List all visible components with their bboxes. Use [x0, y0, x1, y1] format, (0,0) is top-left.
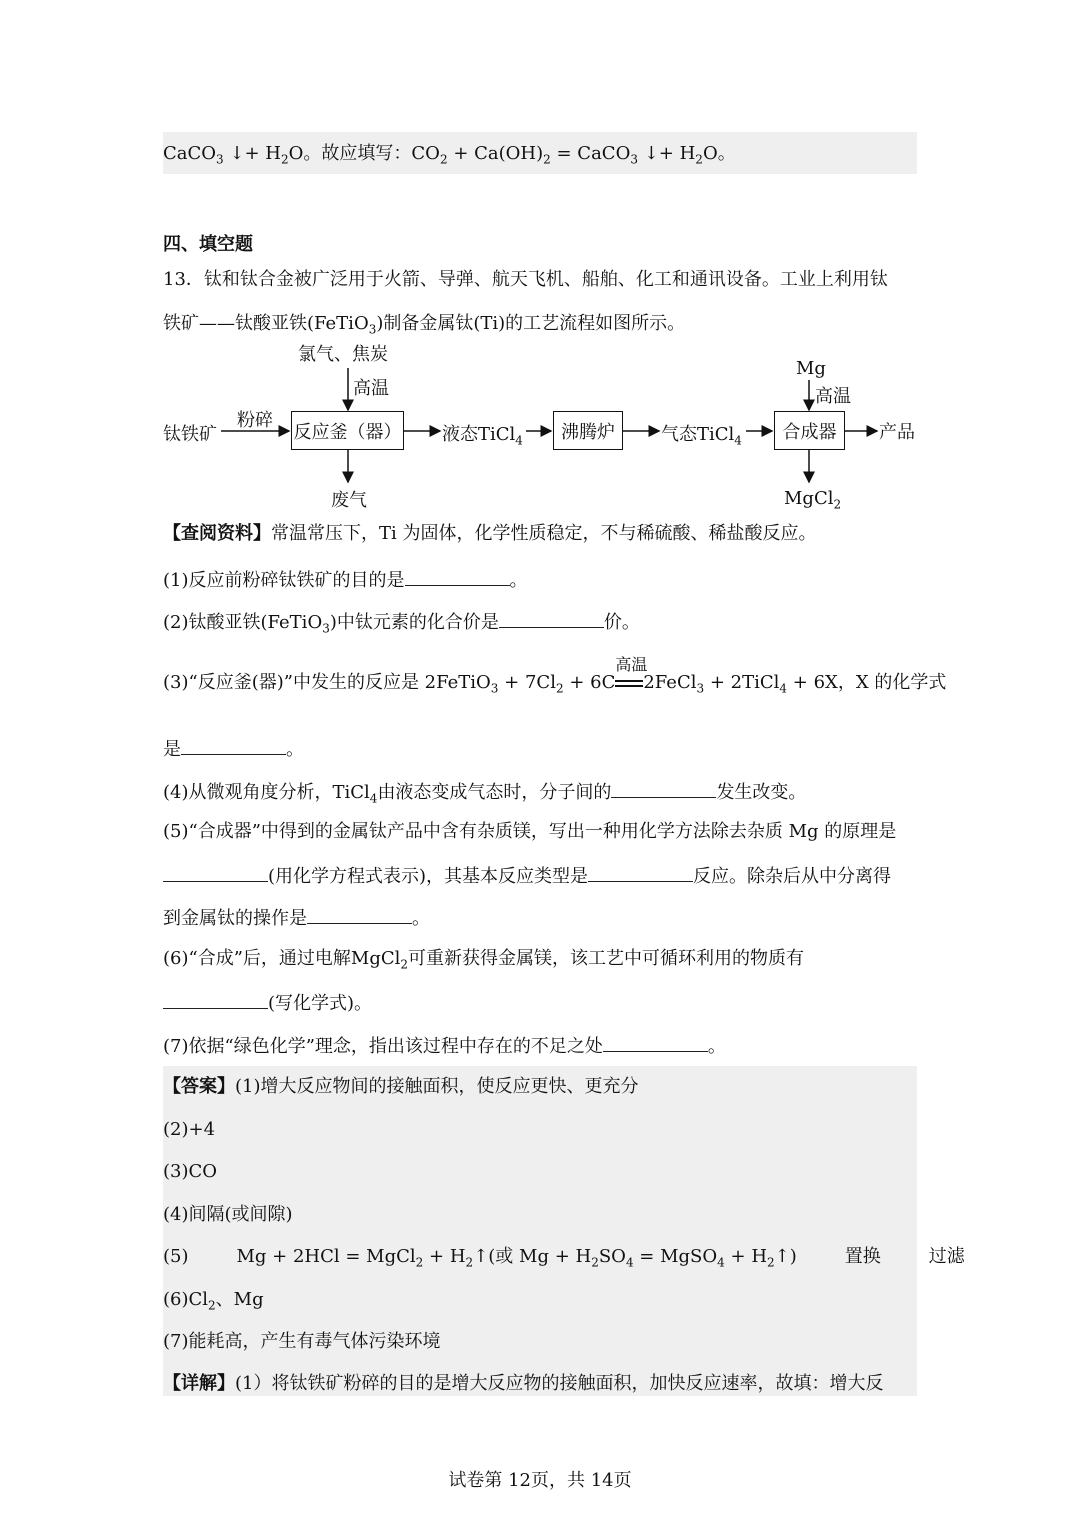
previous-answer-line: CaCO$_3$ ↓+ $H_2O$。故应填写：$CO_2 + Ca(OH)_2$ = CaCO$_3$ ↓+ $H_2O$。	[163, 143, 736, 167]
condition-label-right: 高温	[815, 386, 851, 407]
answer-line-4: (4)间隔(或间隙)	[163, 1204, 293, 1225]
answer-blank-4[interactable]	[611, 777, 716, 798]
answer-line-7: (7)能耗高，产生有毒气体污染环境	[163, 1331, 441, 1352]
answer-line-6: $(6)Cl_2$、Mg	[163, 1289, 264, 1313]
answer-blank-2[interactable]	[499, 607, 604, 628]
answer-blank-3[interactable]	[181, 734, 286, 755]
sub-question-5-cont2: 到金属钛的操作是 。	[163, 903, 430, 932]
condition-label-top: 高温	[353, 378, 389, 399]
sub-question-2: (2)钛酸亚铁(FeTiO$_3$)中钛元素的化合价是 价。	[163, 607, 640, 642]
answer-blank-5b[interactable]	[588, 861, 693, 882]
question-stem-line-2: 铁矿——钛酸亚铁(FeTiO$_3$)制备金属钛(Ti)的工艺流程如图所示。	[163, 313, 686, 337]
mg-input-label: Mg	[796, 358, 826, 379]
synthesizer-box: 合成器	[774, 411, 845, 450]
detail-line: 【详解】(1）将钛铁矿粉碎的目的是增大反应物的接触面积，加快反应速率，故填：增大反	[163, 1373, 884, 1394]
sub-question-6: (6)“合成”后，通过电解MgCl$_2$可重新获得金属镁，该工艺中可循环利用的物质有	[163, 948, 805, 972]
sub-question-5-cont: (用化学方程式表示)，其基本反应类型是 反应。除杂后从中分离得	[163, 861, 891, 890]
waste-gas-label: 废气	[331, 490, 367, 511]
reaction-condition: 高温	[615, 670, 643, 696]
crush-label: 粉碎	[237, 410, 273, 431]
sub-question-1: (1)反应前粉碎钛铁矿的目的是 。	[163, 565, 528, 594]
answer-line-2: (2)+4	[163, 1119, 216, 1140]
answer-blank-5c[interactable]	[307, 903, 412, 924]
answer-line-5: (5) Mg + 2HCl = MgCl$_2$ + $H_2↑$(或 $Mg + H_2SO_4$ = MgSO$_4$ + $H_2↑$) 置换 过滤	[163, 1246, 965, 1270]
question-stem-line-1: 13．钛和钛合金被广泛用于火箭、导弹、航天飞机、船舶、化工和通讯设备。工业上利用钛	[163, 269, 888, 290]
start-material-label: 钛铁矿	[163, 424, 217, 445]
page-footer: 试卷第 12页，共 14页	[448, 1470, 632, 1491]
sub-question-7: (7)依据“绿色化学”理念，指出该过程中存在的不足之处 。	[163, 1031, 726, 1060]
answer-blank-7[interactable]	[603, 1031, 708, 1052]
answer-blank-5a[interactable]	[163, 861, 268, 882]
mgcl2-label: MgCl$_2$	[784, 488, 842, 512]
boiler-box: 沸腾炉	[553, 411, 623, 450]
answer-line-1: 【答案】(1)增大反应物间的接触面积，使反应更快、更充分	[163, 1076, 639, 1097]
gas-ticl4-label: 气态TiCl$_4$	[661, 424, 742, 448]
sub-question-3-cont: 是 。	[163, 734, 304, 763]
answer-blank-6[interactable]	[163, 988, 268, 1009]
process-flow-diagram	[163, 340, 923, 515]
sub-question-4: (4)从微观角度分析，TiCl$_4$由液态变成气态时，分子间的 发生改变。	[163, 777, 806, 812]
answer-blank-1[interactable]	[405, 565, 510, 586]
liquid-ticl4-label: 液态TiCl$_4$	[442, 424, 523, 448]
sub-question-5: (5)“合成器”中得到的金属钛产品中含有杂质镁，写出一种用化学方法除去杂质 Mg 的原理是	[163, 821, 897, 842]
answer-line-3: (3)CO	[163, 1161, 218, 1182]
reference-info: 【查阅资料】常温常压下，Ti 为固体，化学性质稳定，不与稀硫酸、稀盐酸反应。	[163, 523, 817, 544]
product-label: 产品	[879, 422, 915, 443]
section-title: 四、填空题	[163, 234, 253, 255]
reactor-box: 反应釜（器）	[291, 411, 404, 450]
sub-question-3: (3)“反应釜(器)”中发生的反应是 2FeTiO$_3$ + $7Cl_2 + 6C$ 高温 2FeCl$_3$ + 2TiCl$_4$ + 6X，X 的化学式	[163, 655, 947, 696]
reactants-label: 氯气、焦炭	[298, 344, 388, 365]
sub-question-6-cont: (写化学式)。	[163, 988, 372, 1017]
